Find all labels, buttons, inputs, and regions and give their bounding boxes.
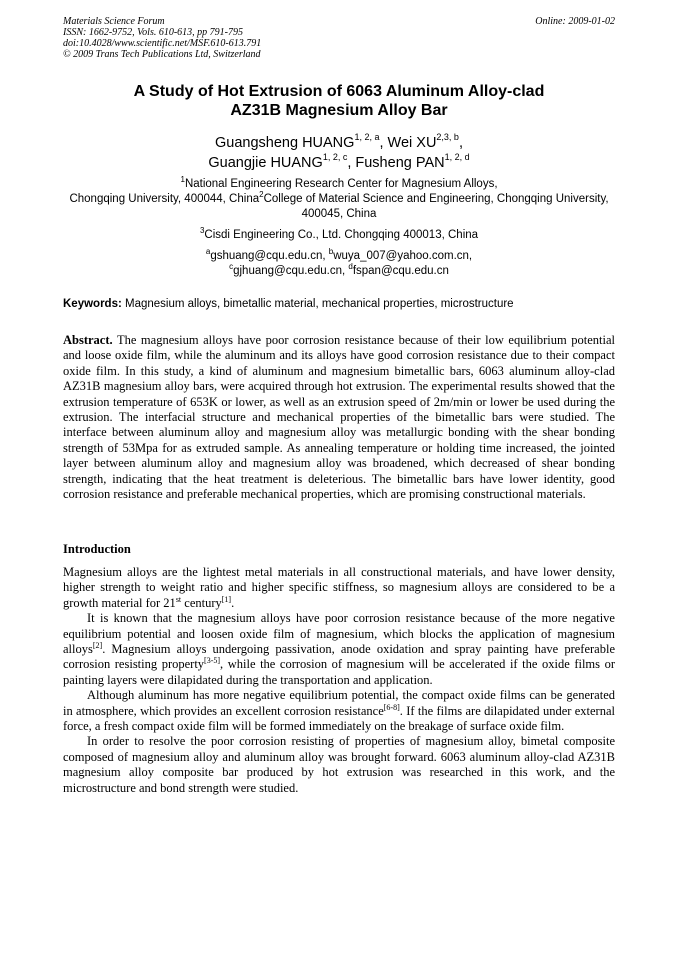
affiliation-text: National Engineering Research Center for Magnesium Alloys, [184, 178, 498, 190]
paragraph-text: . If the films are dilapidated under external force, a fresh compact oxide film will be formed immediately on the breakage of surface oxide film. [63, 703, 615, 734]
citation-ref: [1] [221, 594, 232, 604]
author-name: Wei XU [387, 135, 437, 151]
email-marker: b [328, 247, 334, 257]
abstract-label: Abstract. [63, 333, 113, 347]
online-date: Online: 2009-01-02 [535, 16, 615, 27]
paragraph-text: It is known that the magnesium alloys have poor corrosion resistance because of the more negative equilibrium potential and loosen oxide film of magnesium, which blocks the application of magnesium alloys [63, 611, 615, 657]
email-marker: d [348, 262, 353, 272]
title-line-2: AZ31B Magnesium Alloy Bar [230, 102, 448, 119]
keywords [63, 297, 615, 312]
email-marker: c [229, 262, 234, 272]
section-heading-introduction: Introduction [63, 542, 131, 556]
paragraph-text: Although aluminum has more negative equilibrium potential, the compact oxide films can be generated in atmosphere, which provides an excellent corrosion resistance [63, 688, 615, 718]
citation-ref: [6-8] [383, 702, 400, 712]
keywords-label: Keywords: [63, 298, 122, 310]
abstract [63, 333, 615, 502]
paragraph-text: , while the corrosion of magnesium will be accelerated if the oxide films or painting layers were dilapidated during the transportation and application. [63, 657, 615, 687]
affiliation-marker: 3 [199, 226, 205, 236]
author-affiliation-marker: 1, 2, c [322, 152, 348, 163]
email-address: gjhuang@cqu.edu.cn, [233, 265, 349, 277]
paragraph-text: . Magnesium alloys undergoing passivation, anode oxidation and spray painting have preferable corrosion resisting property [63, 642, 615, 672]
journal-issn: ISSN: 1662-9752, Vols. 610-613, pp 791-795 [63, 27, 243, 38]
author-name: Guangjie HUANG [208, 155, 323, 171]
paragraph-text: century [181, 595, 222, 610]
intro-paragraph-2 [63, 611, 615, 688]
email-address: gshuang@cqu.edu.cn, [210, 250, 329, 262]
author-affiliation-marker: 2,3, b [436, 132, 459, 143]
affiliation-text: Chongqing University, 400044, China [69, 193, 260, 205]
affiliation-marker: 2 [259, 190, 264, 200]
author-affiliation-marker: 1, 2, d [444, 152, 470, 163]
affiliation-text: Cisdi Engineering Co., Ltd. Chongqing 400013, China [204, 229, 479, 241]
paper-title [63, 82, 615, 120]
author-emails [63, 249, 615, 279]
citation-ref: [2] [92, 640, 103, 650]
author-name: Guangsheng HUANG [215, 135, 355, 151]
keywords-text: Magnesium alloys, bimetallic material, mechanical properties, microstructure [121, 298, 514, 310]
journal-doi: doi:10.4028/www.scientific.net/MSF.610-613.791 [63, 38, 262, 49]
journal-copyright: © 2009 Trans Tech Publications Ltd, Switzerland [63, 49, 261, 60]
paragraph-text: Magnesium alloys are the lightest metal materials in all constructional materials, and have lower density, higher strength to weight ratio and higher specific stiffness, so magnesium alloys are considered to be a growth material for 21 [63, 565, 615, 610]
journal-name: Materials Science Forum [63, 16, 165, 27]
title-line-1: A Study of Hot Extrusion of 6063 Aluminum Alloy-clad [133, 83, 545, 100]
email-address: fspan@cqu.edu.cn [352, 265, 449, 277]
author-name: Fusheng PAN [355, 155, 445, 171]
intro-paragraph-4: In order to resolve the poor corrosion resisting of properties of magnesium alloy, bimetal composite composed of magnesium alloy and aluminum alloy was brought forward. 6063 aluminum alloy-clad AZ31B magnesium alloy composite bar produced by hot extrusion was researched in this work, and the microstructure and bond strength were studied. [63, 734, 615, 795]
abstract-text: The magnesium alloys have poor corrosion resistance because of their low equilibrium potential and loose oxide film, while the aluminum and its alloys have good corrosion resistance due to their compact oxide film. In this study, a kind of aluminum and magnesium bimetallic bars, 6063 aluminum alloy-clad AZ31B magnesium alloy bars, were acquired through hot extrusion. The experimental results showed that the extrusion temperature of 653K or lower, as well as an extrusion speed of 2m/min or lower be used during the extrusion. The interfacial structure and mechanical properties of the bimetallic bars were studied. The interface between aluminum alloy and magnesium alloy was metallurgic bonding with the shear bonding strength of 53Mpa for as extruded sample. As annealing temperature or holding time increased, the jointed layer between aluminum alloy and magnesium alloy was broadened, which decreased of shear bonding strength, indicating that the heat treatment is deleterious. The bimetallic bars have lower identity, good corrosion resistance and preferable mechanical properties, which are promising constructional materials. [63, 333, 615, 502]
paragraph-text: . [231, 595, 235, 610]
author-list: Guangsheng HUANG$^{1, 2, a}$, Wei XU$^{2,3, b}$, Guangjie HUANG$^{1, 2, c}$, Fusheng PAN$^{1, 2, d}$ [208, 132, 470, 171]
introduction-body [63, 565, 615, 796]
intro-paragraph-1 [63, 565, 615, 611]
citation-ref: [3-5] [204, 656, 221, 666]
author-affiliation-marker: 1, 2, a [354, 132, 380, 143]
email-marker: a [205, 247, 211, 257]
affiliation-3 [63, 228, 615, 243]
affiliation-marker: 1 [180, 175, 185, 185]
affiliation-text: College of Material Science and Engineering, Chongqing University, 400045, China [263, 193, 609, 220]
email-address: wuya_007@yahoo.com.cn, [333, 250, 473, 262]
journal-header [63, 16, 615, 60]
intro-paragraph-3 [63, 688, 615, 734]
affiliation-block [63, 177, 615, 222]
ordinal-suffix: st [175, 594, 182, 604]
